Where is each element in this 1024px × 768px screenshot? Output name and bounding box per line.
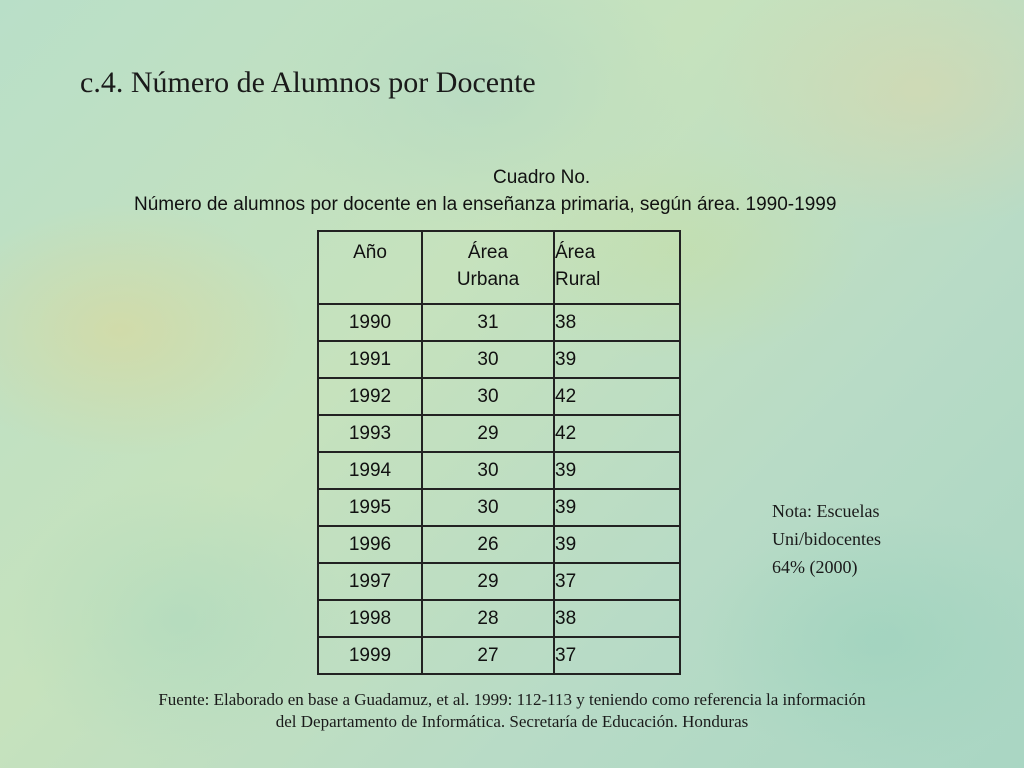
note — [772, 497, 881, 581]
cell-year: 1992 — [318, 378, 422, 415]
cell-rural: 38 — [554, 304, 680, 341]
table-row — [318, 637, 680, 674]
cell-year: 1991 — [318, 341, 422, 378]
cell-rural: 38 — [554, 600, 680, 637]
header-year — [318, 231, 422, 304]
cell-urban: 30 — [422, 489, 554, 526]
cell-rural: 39 — [554, 489, 680, 526]
source-line: Fuente: Elaborado en base a Guadamuz, et al. 1999: 112-113 y teniendo como referencia la información — [158, 690, 866, 709]
cell-year: 1993 — [318, 415, 422, 452]
cell-urban: 31 — [422, 304, 554, 341]
cell-urban: 28 — [422, 600, 554, 637]
header-rural-line1: Área — [555, 242, 596, 263]
table-row — [318, 526, 680, 563]
note-line: Nota: Escuelas — [772, 501, 880, 521]
header-urban-line1: Área — [467, 242, 509, 263]
cuadro-label: Cuadro No. — [493, 167, 591, 188]
table-row — [318, 452, 680, 489]
table-row — [318, 563, 680, 600]
table-row — [318, 415, 680, 452]
cell-urban: 29 — [422, 415, 554, 452]
source-note — [40, 689, 984, 733]
cell-urban: 29 — [422, 563, 554, 600]
cell-year: 1994 — [318, 452, 422, 489]
cell-year: 1996 — [318, 526, 422, 563]
cell-rural: 39 — [554, 452, 680, 489]
note-line: Uni/bidocentes — [772, 529, 881, 549]
cell-year: 1998 — [318, 600, 422, 637]
cell-rural: 42 — [554, 378, 680, 415]
cell-rural: 37 — [554, 563, 680, 600]
cell-year: 1997 — [318, 563, 422, 600]
table-row — [318, 489, 680, 526]
cell-year: 1995 — [318, 489, 422, 526]
students-per-teacher-table — [317, 230, 681, 675]
table-row — [318, 378, 680, 415]
table-row — [318, 304, 680, 341]
cell-year: 1990 — [318, 304, 422, 341]
header-rural-line2: Rural — [555, 269, 601, 290]
header-rural — [554, 231, 680, 304]
cell-rural: 37 — [554, 637, 680, 674]
header-year-label: Año — [353, 242, 387, 263]
table-caption: Número de alumnos por docente en la enseñanza primaria, según área. 1990-1999 — [134, 194, 837, 215]
page-title: c.4. Número de Alumnos por Docente — [80, 66, 536, 99]
cell-rural: 42 — [554, 415, 680, 452]
cell-rural: 39 — [554, 526, 680, 563]
source-line: del Departamento de Informática. Secretaría de Educación. Honduras — [275, 712, 749, 731]
cell-urban: 30 — [422, 452, 554, 489]
cell-urban: 30 — [422, 378, 554, 415]
cell-rural: 39 — [554, 341, 680, 378]
table-row — [318, 600, 680, 637]
header-urban — [422, 231, 554, 304]
note-line: 64% (2000) — [772, 557, 858, 577]
table-row — [318, 341, 680, 378]
header-urban-line2: Urbana — [456, 269, 520, 290]
table-header-row — [318, 231, 680, 304]
cell-urban: 27 — [422, 637, 554, 674]
cell-urban: 26 — [422, 526, 554, 563]
cell-year: 1999 — [318, 637, 422, 674]
cell-urban: 30 — [422, 341, 554, 378]
